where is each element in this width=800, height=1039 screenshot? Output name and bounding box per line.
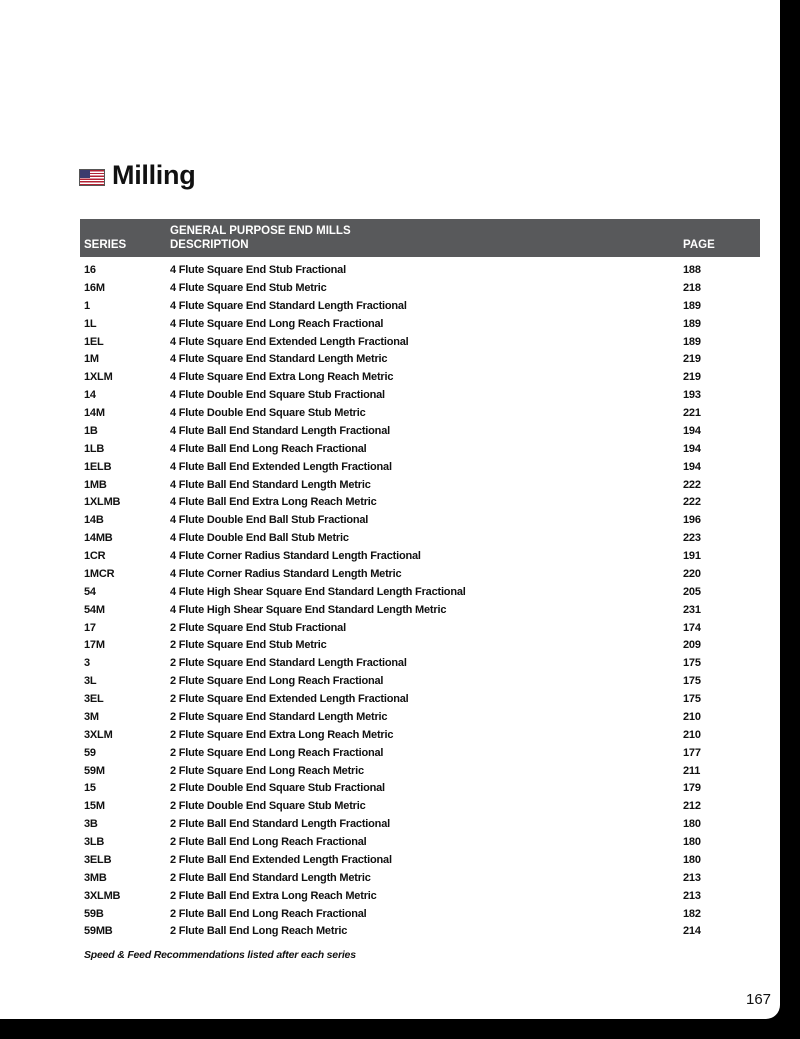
row-series: 59M: [84, 764, 105, 777]
row-page: 219: [683, 371, 701, 384]
row-series: 17M: [84, 639, 105, 652]
row-series: 3EL: [84, 693, 104, 705]
row-series: 1LB: [84, 442, 105, 455]
row-series: 3LB: [84, 836, 105, 848]
row-series: 14MB: [84, 532, 113, 545]
table-row: [80, 673, 760, 691]
row-page: 220: [683, 567, 701, 580]
row-description: 4 Flute Square End Extended Length Fractional: [170, 335, 409, 348]
header-page: PAGE: [683, 239, 715, 251]
row-description: 2 Flute Double End Square Stub Fractional: [170, 782, 385, 795]
row-page: 175: [683, 675, 701, 688]
row-series: 16M: [84, 281, 105, 294]
table-row: [80, 816, 760, 834]
row-series: 3MB: [84, 871, 107, 884]
row-description: 2 Flute Square End Long Reach Fractional: [170, 746, 384, 759]
row-page: 212: [683, 800, 701, 813]
row-page: 193: [683, 389, 701, 402]
row-series: 1L: [84, 317, 97, 330]
row-page: 191: [683, 550, 701, 562]
table-row: [80, 745, 760, 763]
row-series: 3M: [84, 710, 99, 723]
row-page: 189: [683, 299, 701, 312]
row-description: 4 Flute Ball End Extended Length Fractional: [170, 460, 392, 473]
table-row: [80, 441, 760, 459]
row-page: 219: [683, 353, 701, 366]
row-description: 2 Flute Square End Stub Metric: [170, 639, 327, 652]
table-row: [80, 459, 760, 477]
row-description: 4 Flute Double End Square Stub Fractional: [170, 389, 385, 402]
table-row: [80, 280, 760, 298]
row-page: 205: [683, 585, 701, 598]
row-page: 175: [683, 657, 701, 670]
row-description: 4 Flute Double End Ball Stub Fractional: [170, 514, 369, 527]
row-description: 4 Flute Square End Extra Long Reach Metric: [170, 371, 394, 384]
row-description: 2 Flute Square End Extra Long Reach Metric: [170, 728, 394, 741]
row-description: 4 Flute Square End Standard Length Fractional: [170, 299, 407, 312]
row-page: 180: [683, 818, 701, 831]
row-description: 4 Flute Ball End Standard Length Metric: [170, 478, 371, 491]
row-description: 2 Flute Ball End Extra Long Reach Metric: [170, 889, 377, 902]
row-series: 59B: [84, 907, 104, 920]
table-body: [80, 262, 760, 941]
table-row: [80, 262, 760, 280]
row-series: 59: [84, 746, 96, 759]
row-description: 2 Flute Ball End Long Reach Metric: [170, 925, 348, 938]
row-series: 1XLMB: [84, 496, 121, 509]
row-description: 2 Flute Ball End Standard Length Metric: [170, 871, 371, 884]
row-series: 54: [84, 585, 96, 598]
table-row: [80, 602, 760, 620]
row-series: 3L: [84, 675, 97, 688]
row-series: 1EL: [84, 335, 104, 348]
row-series: 14M: [84, 407, 105, 419]
row-series: 3ELB: [84, 853, 112, 866]
row-series: 15M: [84, 800, 105, 813]
row-page: 209: [683, 639, 701, 652]
row-page: 213: [683, 889, 701, 902]
row-description: 2 Flute Double End Square Stub Metric: [170, 800, 366, 813]
page-number: 167: [746, 991, 772, 1008]
row-page: 189: [683, 335, 701, 348]
table-row: [80, 316, 760, 334]
row-page: 174: [683, 621, 701, 634]
row-description: 2 Flute Square End Extended Length Fractional: [170, 693, 409, 705]
row-description: 4 Flute Double End Square Stub Metric: [170, 407, 366, 419]
row-series: 1MB: [84, 478, 107, 491]
table-row: [80, 834, 760, 852]
header-group: GENERAL PURPOSE END MILLS: [170, 225, 351, 237]
row-description: 4 Flute Ball End Long Reach Fractional: [170, 442, 367, 455]
row-page: 210: [683, 710, 701, 723]
table-header: [80, 219, 760, 257]
table-row: [80, 923, 760, 941]
header-series: SERIES: [84, 239, 127, 251]
header-description: DESCRIPTION: [170, 239, 249, 251]
row-series: 1M: [84, 353, 99, 366]
row-series: 59MB: [84, 925, 113, 938]
section-title-text: Milling: [112, 160, 196, 190]
table-row: [80, 298, 760, 316]
row-description: 4 Flute High Shear Square End Standard Length Fractional: [170, 585, 466, 598]
table-row: [80, 351, 760, 369]
row-description: 2 Flute Ball End Long Reach Fractional: [170, 836, 367, 848]
table-row: [80, 334, 760, 352]
row-description: 2 Flute Square End Long Reach Fractional: [170, 675, 384, 688]
row-series: 1B: [84, 424, 98, 437]
row-page: 180: [683, 836, 701, 848]
table-row: [80, 530, 760, 548]
row-description: 4 Flute Corner Radius Standard Length Fractional: [170, 550, 421, 562]
row-page: 222: [683, 496, 701, 509]
row-page: 213: [683, 871, 701, 884]
row-description: 4 Flute Square End Standard Length Metric: [170, 353, 388, 366]
row-description: 4 Flute Square End Long Reach Fractional: [170, 317, 384, 330]
row-series: 14: [84, 389, 96, 402]
table-row: [80, 763, 760, 781]
row-page: 189: [683, 317, 701, 330]
table-row: [80, 906, 760, 924]
table-row: [80, 655, 760, 673]
row-description: 2 Flute Square End Stub Fractional: [170, 621, 346, 634]
table-row: [80, 637, 760, 655]
table-row: [80, 512, 760, 530]
row-page: 214: [683, 925, 701, 938]
row-description: 4 Flute Square End Stub Fractional: [170, 264, 346, 276]
row-page: 211: [683, 764, 701, 777]
row-series: 1: [84, 299, 90, 312]
table-row: [80, 405, 760, 423]
row-series: 15: [84, 782, 96, 795]
row-series: 3: [84, 657, 90, 670]
us-flag-icon: [79, 169, 105, 186]
row-series: 16: [84, 264, 96, 276]
table-row: [80, 888, 760, 906]
row-series: 1CR: [84, 550, 106, 562]
row-series: 17: [84, 621, 96, 634]
row-page: 179: [683, 782, 701, 795]
table-row: [80, 477, 760, 495]
row-description: 2 Flute Ball End Long Reach Fractional: [170, 907, 367, 920]
table-row: [80, 727, 760, 745]
table-row: [80, 709, 760, 727]
row-description: 2 Flute Square End Standard Length Fractional: [170, 657, 407, 670]
row-page: 196: [683, 514, 701, 527]
row-series: 1MCR: [84, 567, 115, 580]
table-row: [80, 584, 760, 602]
row-series: 14B: [84, 514, 104, 527]
row-page: 177: [683, 746, 701, 759]
row-description: 4 Flute Ball End Extra Long Reach Metric: [170, 496, 377, 509]
row-description: 2 Flute Square End Long Reach Metric: [170, 764, 364, 777]
row-page: 210: [683, 728, 701, 741]
row-series: 1XLM: [84, 371, 113, 384]
table-row: [80, 798, 760, 816]
row-description: 2 Flute Ball End Standard Length Fractional: [170, 818, 390, 831]
row-description: 4 Flute Double End Ball Stub Metric: [170, 532, 349, 545]
row-series: 3XLM: [84, 728, 113, 741]
table-row: [80, 548, 760, 566]
section-title: [79, 160, 195, 191]
row-series: 1ELB: [84, 460, 112, 473]
table-row: [80, 691, 760, 709]
row-series: 54M: [84, 603, 105, 616]
table-row: [80, 387, 760, 405]
row-page: 218: [683, 281, 701, 294]
footnote: Speed & Feed Recommendations listed after each series: [84, 949, 356, 961]
row-page: 194: [683, 424, 701, 437]
row-description: 4 Flute Square End Stub Metric: [170, 281, 327, 294]
table-row: [80, 620, 760, 638]
row-page: 194: [683, 460, 701, 473]
row-page: 175: [683, 693, 701, 705]
table-row: [80, 852, 760, 870]
row-series: 3B: [84, 818, 98, 831]
table-row: [80, 780, 760, 798]
row-description: 4 Flute High Shear Square End Standard Length Metric: [170, 603, 447, 616]
row-page: 182: [683, 907, 701, 920]
row-page: 194: [683, 442, 701, 455]
row-page: 221: [683, 407, 701, 419]
row-page: 222: [683, 478, 701, 491]
table-row: [80, 423, 760, 441]
row-series: 3XLMB: [84, 889, 121, 902]
row-description: 4 Flute Ball End Standard Length Fractional: [170, 424, 390, 437]
table-row: [80, 870, 760, 888]
row-page: 231: [683, 603, 701, 616]
row-page: 188: [683, 264, 701, 276]
table-row: [80, 566, 760, 584]
row-description: 2 Flute Square End Standard Length Metric: [170, 710, 388, 723]
table-row: [80, 369, 760, 387]
row-description: 4 Flute Corner Radius Standard Length Metric: [170, 567, 402, 580]
row-page: 180: [683, 853, 701, 866]
row-description: 2 Flute Ball End Extended Length Fractional: [170, 853, 392, 866]
row-page: 223: [683, 532, 701, 545]
table-row: [80, 494, 760, 512]
